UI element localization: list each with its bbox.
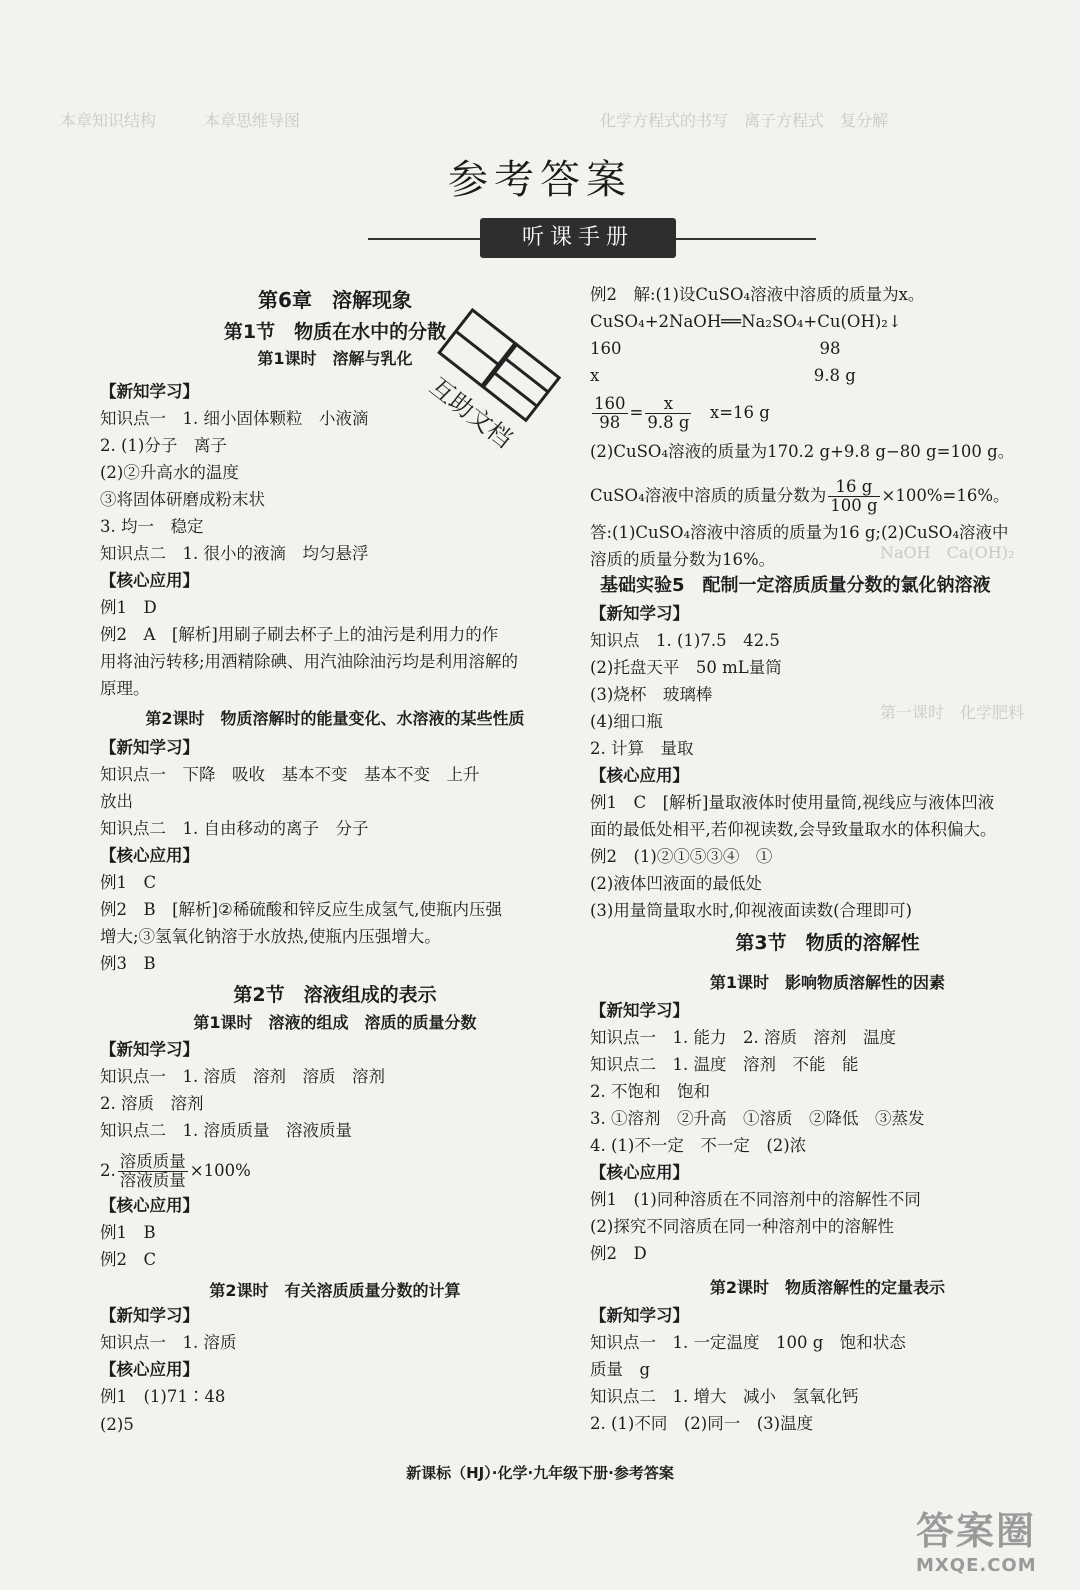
text-line	[590, 1052, 859, 1078]
text-line	[590, 1214, 894, 1240]
text-line	[590, 363, 856, 389]
text-line	[590, 736, 694, 762]
text-line	[100, 622, 498, 648]
line-text: (3)烧杯 玻璃棒	[590, 685, 713, 704]
text-line	[590, 709, 663, 735]
lesson-heading	[100, 1010, 570, 1036]
lesson-heading	[100, 706, 570, 732]
line-text: 160 98	[590, 339, 841, 358]
line-text: 基础实验5 配制一定溶质质量分数的氯化钠溶液	[600, 575, 991, 596]
text-line	[100, 816, 369, 842]
text-line	[100, 406, 369, 432]
text-line	[590, 1079, 710, 1105]
line-text: 第1课时 溶液的组成 溶质的质量分数	[193, 1013, 477, 1032]
line-text: 【新知学习】	[590, 604, 689, 623]
text-line	[100, 1091, 204, 1117]
subsection-label	[100, 735, 199, 761]
line-text: 例3 B	[100, 954, 156, 973]
line-text: 4. (1)不一定 不一定 (2)浓	[590, 1136, 807, 1155]
page-title: 参考答案	[448, 157, 632, 203]
line-text: 2. (1)不同 (2)同一 (3)温度	[590, 1414, 814, 1433]
fraction-denominator: 9.8 g	[647, 413, 690, 432]
line-text: 知识点一 1. 细小固体颗粒 小液滴	[100, 409, 369, 428]
watermark-logo	[916, 1500, 1066, 1576]
line-text: 第2课时 物质溶解时的能量变化、水溶液的某些性质	[145, 709, 525, 728]
text-line	[590, 1187, 921, 1213]
text-line	[100, 541, 369, 567]
line-text: 【新知学习】	[590, 1001, 689, 1020]
line-text: 【新知学习】	[100, 1306, 199, 1325]
line-text: x 9.8 g	[590, 366, 856, 385]
line-text: 第6章 溶解现象	[258, 288, 412, 312]
fraction-numerator: x	[645, 395, 691, 414]
text-line	[100, 1118, 352, 1144]
text-line	[100, 951, 156, 977]
subsection-label	[100, 1303, 199, 1329]
text-line	[590, 1357, 650, 1383]
line-text: 知识点二 1. 溶质质量 溶液质量	[100, 1121, 352, 1140]
line-text: 第1课时 溶解与乳化	[257, 349, 413, 368]
line-text-after: ×100%	[189, 1161, 251, 1180]
text-line	[100, 1330, 237, 1356]
line-text: 例2 B [解析]②稀硫酸和锌反应生成氢气,使瓶内压强	[100, 900, 503, 919]
subsection-label	[100, 379, 199, 405]
line-text: 质量 g	[590, 1360, 651, 1379]
text-line	[100, 1247, 156, 1273]
text-line	[100, 870, 156, 896]
line-text: 知识点一 1. 溶质	[100, 1333, 237, 1352]
text-line	[590, 520, 1009, 546]
text-line	[100, 1220, 156, 1246]
chapter-heading	[100, 287, 570, 313]
section-heading	[600, 573, 991, 599]
bleed-through-text: 化学方程式的书写 离子方程式 复分解	[600, 111, 889, 130]
text-line	[590, 655, 782, 681]
text-line	[590, 1241, 647, 1267]
line-text: 例1 D	[100, 598, 157, 617]
line-text: 【核心应用】	[100, 1196, 199, 1215]
line-text: 【核心应用】	[100, 846, 199, 865]
subsection-label	[590, 998, 689, 1024]
bleed-through-text: 本章知识结构 本章思维导图	[60, 111, 301, 130]
text-line	[590, 282, 924, 308]
line-text: 知识点二 1. 很小的液滴 均匀悬浮	[100, 544, 369, 563]
fraction-denominator: 98	[599, 413, 621, 432]
text-line	[590, 309, 902, 335]
text-line	[590, 478, 1010, 515]
line-text: (2)探究不同溶质在同一种溶剂中的溶解性	[590, 1217, 894, 1236]
fraction	[118, 1153, 188, 1190]
line-text-after: ×100%=16%。	[881, 486, 1010, 505]
line-text: 【新知学习】	[100, 1040, 199, 1059]
line-text: (2)液体凹液面的最低处	[590, 874, 762, 893]
line-text: 【核心应用】	[100, 1360, 199, 1379]
line-text: 例2 A [解析]用刷子刷去杯子上的油污是利用力的作	[100, 625, 499, 644]
line-text: (2)②升高水的温度	[100, 463, 239, 482]
line-text: (2)CuSO₄溶液的质量为170.2 g+9.8 g−80 g=100 g。	[590, 442, 1015, 461]
line-text: 2. (1)分子 离子	[100, 436, 227, 455]
lesson-heading	[590, 1275, 1065, 1301]
line-text: 知识点一 1. 一定温度 100 g 饱和状态	[590, 1333, 906, 1352]
line-text: 2. 不饱和 饱和	[590, 1082, 710, 1101]
line-text: 2.	[100, 1161, 116, 1180]
subsection-label	[100, 1193, 199, 1219]
line-text: 例2 解:(1)设CuSO₄溶液中溶质的质量为x。	[590, 285, 925, 304]
line-text: 例2 (1)②①⑤③④ ①	[590, 847, 773, 866]
text-line	[590, 844, 772, 870]
line-text: 【新知学习】	[100, 738, 199, 757]
text-line	[590, 1411, 813, 1437]
line-text: 例2 C	[100, 1250, 157, 1269]
fraction-denominator: 溶液质量	[119, 1171, 186, 1190]
line-text: 第2课时 有关溶质质量分数的计算	[209, 1281, 461, 1300]
banner-rule-right	[676, 238, 816, 240]
line-text: 例1 C [解析]量取液体时使用量筒,视线应与液体凹液	[590, 793, 995, 812]
watermark-line-1: 答案圈	[916, 1509, 1037, 1553]
line-text: 例1 (1)同种溶质在不同溶剂中的溶解性不同	[590, 1190, 921, 1209]
line-text-after: x=16 g	[693, 403, 770, 422]
fraction	[645, 395, 691, 432]
text-line	[590, 682, 712, 708]
lesson-heading	[590, 970, 1065, 996]
text-line	[590, 547, 775, 573]
svg-text:互助文档: 互助文档	[424, 372, 518, 454]
lesson-heading	[100, 1278, 570, 1304]
subsection-label	[100, 1037, 199, 1063]
line-text: 【新知学习】	[100, 382, 199, 401]
bleed-through-text: NaOH Ca(OH)₂	[880, 543, 1015, 562]
line-text: 第3节 物质的溶解性	[735, 932, 920, 954]
fraction-numerator: 溶质质量	[119, 1152, 186, 1171]
text-line	[100, 676, 150, 702]
text-line	[590, 817, 997, 843]
page-footer: 新课标（HJ）·化学·九年级下册·参考答案	[406, 1464, 674, 1482]
subsection-label	[590, 601, 689, 627]
text-line	[590, 1384, 859, 1410]
text-line	[590, 1133, 806, 1159]
text-line	[100, 433, 227, 459]
line-text: 第2课时 物质溶解性的定量表示	[709, 1278, 946, 1297]
banner-rule-left	[368, 238, 480, 240]
text-line	[100, 762, 480, 788]
fraction	[592, 395, 628, 432]
line-text: 知识点 1. (1)7.5 42.5	[590, 631, 780, 650]
line-text: (3)用量筒量取水时,仰视液面读数(合理即可)	[590, 901, 912, 920]
bleed-through-text: 第一课时 化学肥料	[880, 703, 1025, 722]
text-line	[100, 460, 239, 486]
line-text: 2. 溶质 溶剂	[100, 1094, 204, 1113]
text-line	[590, 1106, 925, 1132]
fraction-numerator: 16 g	[828, 478, 879, 497]
line-text: 知识点一 下降 吸收 基本不变 基本不变 上升	[100, 765, 480, 784]
line-text: 例1 (1)71∶48	[100, 1387, 226, 1406]
text-line	[590, 898, 912, 924]
line-text: 溶质的质量分数为16%。	[590, 550, 776, 569]
line-text: 知识点二 1. 增大 减小 氢氧化钙	[590, 1387, 859, 1406]
text-line	[590, 790, 994, 816]
text-line	[100, 897, 502, 923]
line-text: 知识点一 1. 溶质 溶剂 溶质 溶剂	[100, 1067, 385, 1086]
line-text: (2)托盘天平 50 mL量筒	[590, 658, 782, 677]
line-text: 【核心应用】	[100, 571, 199, 590]
text-line	[590, 1330, 906, 1356]
line-text: 增大;③氢氧化钠溶于水放热,使瓶内压强增大。	[100, 927, 441, 946]
subsection-label	[100, 1357, 199, 1383]
line-text: (2)5	[100, 1415, 134, 1434]
line-text: 第1课时 影响物质溶解性的因素	[709, 973, 946, 992]
text-line	[590, 439, 1014, 465]
line-text: 知识点二 1. 温度 溶剂 不能 能	[590, 1055, 859, 1074]
subsection-label	[590, 763, 689, 789]
section-heading	[100, 982, 570, 1008]
text-line	[100, 649, 518, 675]
line-text: 例1 C	[100, 873, 157, 892]
section-heading	[590, 930, 1065, 956]
line-text: 原理。	[100, 679, 150, 698]
fraction	[828, 478, 879, 515]
line-text-after: =	[629, 403, 644, 422]
line-text: CuSO₄+2NaOH══Na₂SO₄+Cu(OH)₂↓	[590, 312, 902, 331]
subsection-label	[100, 843, 199, 869]
text-line	[100, 1153, 251, 1190]
line-text: 【新知学习】	[590, 1306, 689, 1325]
text-line	[100, 514, 204, 540]
text-line	[100, 1064, 385, 1090]
fraction-denominator: 100 g	[830, 496, 878, 515]
line-text: ③将固体研磨成粉末状	[100, 490, 265, 509]
text-line	[590, 395, 770, 432]
line-text: 知识点一 1. 能力 2. 溶质 溶剂 温度	[590, 1028, 896, 1047]
banner-label: 听课手册	[480, 218, 676, 258]
line-text: 例2 D	[590, 1244, 647, 1263]
section-banner	[0, 218, 1080, 258]
text-line	[590, 871, 762, 897]
line-text: 答:(1)CuSO₄溶液中溶质的质量为16 g;(2)CuSO₄溶液中	[590, 523, 1009, 542]
subsection-label	[100, 568, 199, 594]
line-text: 第1节 物质在水中的分散	[223, 321, 447, 343]
subsection-label	[590, 1160, 689, 1186]
line-text: 知识点二 1. 自由移动的离子 分子	[100, 819, 369, 838]
watermark-line-2: MXQE.COM	[916, 1555, 1037, 1576]
subsection-label	[590, 1303, 689, 1329]
text-line	[100, 595, 157, 621]
line-text: 例1 B	[100, 1223, 156, 1242]
text-line	[590, 336, 841, 362]
line-text: 【核心应用】	[590, 766, 689, 785]
line-text: 面的最低处相平,若仰视读数,会导致量取水的体积偏大。	[590, 820, 997, 839]
text-line	[590, 628, 780, 654]
fraction-numerator: 160	[594, 394, 626, 413]
line-text: (4)细口瓶	[590, 712, 663, 731]
text-line	[100, 487, 265, 513]
line-text: 放出	[100, 792, 133, 811]
text-line	[100, 1412, 134, 1438]
line-text: 3. ①溶剂 ②升高 ①溶质 ②降低 ③蒸发	[590, 1109, 925, 1128]
text-line	[100, 924, 441, 950]
text-line	[590, 1025, 896, 1051]
line-text: 第2节 溶液组成的表示	[233, 984, 437, 1006]
line-text: CuSO₄溶液中溶质的质量分数为	[590, 486, 827, 505]
line-text: 用将油污转移;用酒精除碘、用汽油除油污均是利用溶解的	[100, 652, 519, 671]
line-text: 【核心应用】	[590, 1163, 689, 1182]
line-text: 3. 均一 稳定	[100, 517, 204, 536]
line-text: 2. 计算 量取	[590, 739, 694, 758]
text-line	[100, 789, 133, 815]
text-line	[100, 1384, 225, 1410]
